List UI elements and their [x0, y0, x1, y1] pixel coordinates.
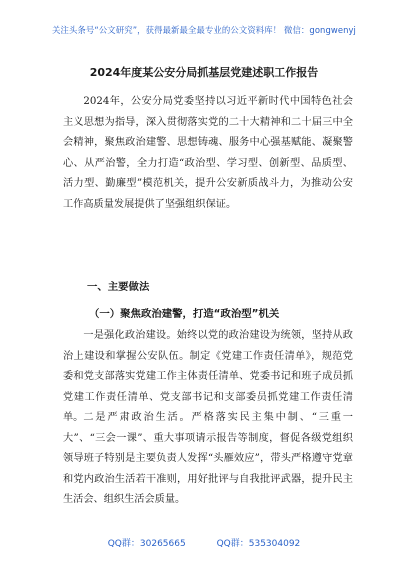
- header-banner: 关注头条号“公文研究”，获得最新最全最专业的公文资料库！ 微信：gongwenyj: [52, 25, 356, 35]
- paragraph-political-life: 二是严肃政治生活。严格落实民主集中制、“三重一大”、“三会一课”、重大事项请示报告等制度，督促各级党组织领导班子特别是主要负责人发挥“头雁效应”，带头严格遵守党章和党内政治生活若干准则，用好批评与自我批评武器，提升民主生活会、组织生活会质量。: [63, 412, 353, 506]
- section-heading: 一、主要做法: [87, 281, 150, 293]
- intro-paragraph: 2024年，公安分局党委坚持以习近平新时代中国特色社会主义思想为指导，深入贯彻落实党的二十大精神和二十届三中全会精神，聚焦政治建警、思想铸魂、服务中心强基赋能、凝聚警心、从严治警，全力打造“政治型、学习型、创新型、品质型、活力型、勤廉型”模范机关，提升公安新质战斗力，为推动公安工作高质量发展提供了坚强组织保证。: [63, 96, 353, 210]
- document-title: 2024年度某公安分局抓基层党建述职工作报告: [89, 66, 319, 79]
- paragraph-political-building: 一是强化政治建设。始终以党的政治建设为统领，坚持从政治上建设和掌握公安队伍。制定《党建工作责任清单》，规范党委和党支部落实党建工作主体责任清单、党委书记和班子成员抓党建工作责任清单、党支部书记和支部委员抓党建工作责任清单。: [63, 330, 353, 424]
- footer-qq-group-1: QQ群：30265665: [107, 539, 186, 549]
- subsection-heading: （一）聚焦政治建警，打造“政治型”机关: [89, 308, 280, 320]
- footer-contacts: [0, 536, 408, 549]
- footer-qq-group-2: QQ群：535304092: [216, 539, 301, 549]
